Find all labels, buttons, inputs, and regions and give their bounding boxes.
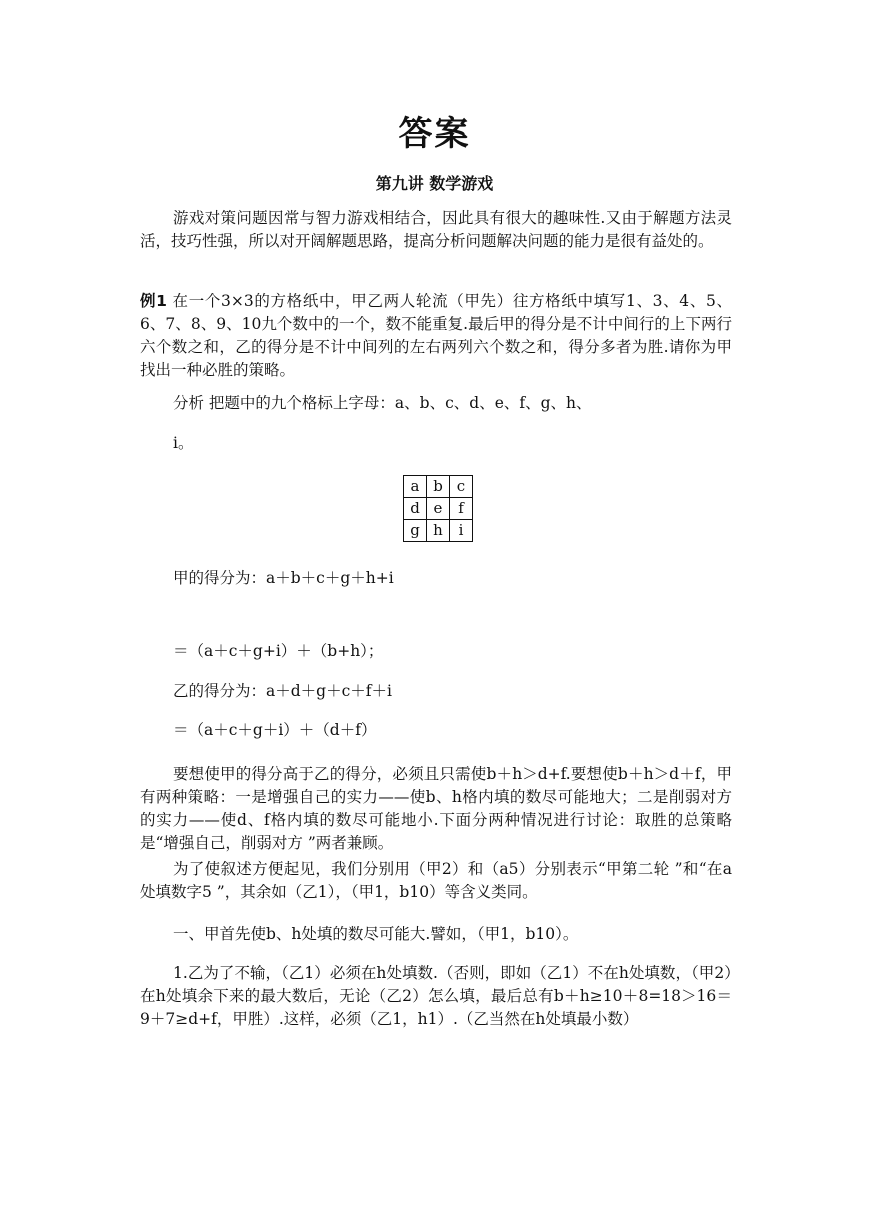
yi-score-formula: 乙的得分为：a＋d＋g＋c＋f＋i	[173, 682, 392, 700]
grid-cell: d	[404, 498, 427, 520]
case-one-heading: 一、甲首先使b、h处填的数尽可能大.譬如，（甲1，b10）。	[173, 925, 579, 943]
point-one-paragraph: 1.乙为了不输，（乙1）必须在h处填数.（否则，即如（乙1）不在h处填数，（甲2）在h处填余下来的最大数后，无论（乙2）怎么填，最后总有b＋h≥10＋8=18＞16＝9＋7≥d+f，甲胜）.这样，必须（乙1，h1）.（乙当然在h处填最小数）	[140, 964, 732, 1028]
grid-cell: b	[427, 476, 450, 498]
analysis-line: 分析 把题中的九个格标上字母：a、b、c、d、e、f、g、h、	[173, 394, 592, 412]
grid-cell: g	[404, 520, 427, 542]
intro-paragraph: 游戏对策问题因常与智力游戏相结合，因此具有很大的趣味性.又由于解题方法灵活，技巧性强，所以对开阔解题思路，提高分析问题解决问题的能力是很有益处的。	[140, 209, 732, 250]
notation-paragraph: 为了使叙述方便起见，我们分别用（甲2）和（a5）分别表示“甲第二轮 ”和“在a处填数字5 ”，其余如（乙1），（甲1，b10）等含义类同。	[140, 860, 732, 901]
jia-score-formula: 甲的得分为：a＋b＋c＋g＋h+i	[173, 569, 394, 587]
jia-score-equation: ＝（a＋c＋g+i）＋（b+h）；	[173, 642, 384, 660]
page-title: 答案	[398, 114, 471, 154]
grid-cell: e	[427, 498, 450, 520]
example-paragraph	[140, 290, 732, 382]
example-text: 在一个3×3的方格纸中，甲乙两人轮流（甲先）往方格纸中填写1、3、4、5、6、7、8、9、10九个数中的一个，数不能重复.最后甲的得分是不计中间行的上下两行六个数之和，乙的得分是不计中间列的左右两列六个数之和，得分多者为胜.请你为甲找出一种必胜的策略。	[140, 292, 732, 379]
grid-cell: c	[450, 476, 473, 498]
lecture-subtitle: 第九讲 数学游戏	[375, 174, 494, 193]
grid-cell: f	[450, 498, 473, 520]
strategy-paragraph: 要想使甲的得分高于乙的得分，必须且只需使b＋h＞d+f.要想使b＋h＞d＋f，甲有两种策略：一是增强自己的实力——使b、h格内填的数尽可能地大；二是削弱对方的实力——使d、f格内填的数尽可能地小.下面分两种情况进行讨论：取胜的总策略是“增强自己，削弱对方 ”两者兼顾。	[140, 765, 732, 852]
grid-cell: h	[427, 520, 450, 542]
analysis-line-continued: i。	[173, 434, 194, 452]
example-label: 例1	[140, 292, 167, 310]
grid-row	[404, 520, 473, 542]
letter-grid	[403, 475, 473, 542]
grid-cell: i	[450, 520, 473, 542]
grid-row	[404, 498, 473, 520]
grid-cell: a	[404, 476, 427, 498]
grid-row	[404, 476, 473, 498]
yi-score-equation: ＝（a＋c＋g＋i）＋（d＋f）	[173, 721, 377, 739]
